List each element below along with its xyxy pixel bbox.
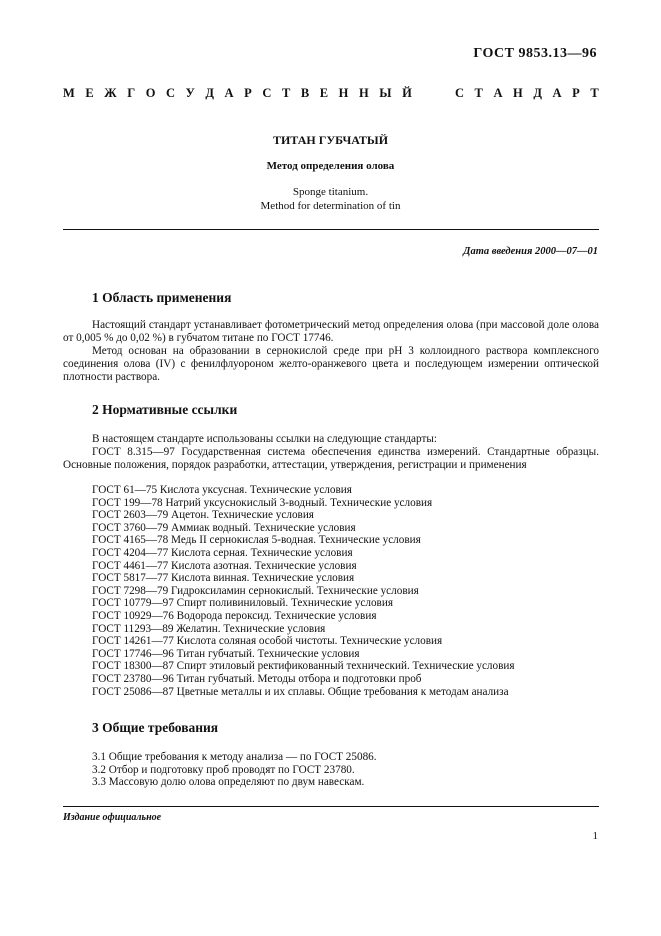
- banner-letter: Е: [319, 86, 329, 100]
- reference-first: ГОСТ 8.315—97 Государственная система обеспечения единства измерений. Стандартные образцы. Основные положения, порядок разработки, аттестации, утверждения, регистрации и применения: [63, 446, 599, 471]
- banner-letter: А: [493, 86, 503, 100]
- banner-letter: Т: [590, 86, 599, 100]
- footer-divider: [63, 806, 599, 807]
- reference-item: ГОСТ 199—78 Натрий уксуснокислый 3-водный. Технические условия: [92, 496, 433, 509]
- banner-letter: Н: [358, 86, 369, 100]
- page-number: 1: [592, 830, 598, 842]
- reference-item: ГОСТ 5817—77 Кислота винная. Технические условия: [92, 572, 355, 585]
- document-title: ТИТАН ГУБЧАТЫЙ: [272, 133, 389, 147]
- requirements-list: [92, 751, 377, 789]
- section-3-heading: 3 Общие требования: [92, 720, 219, 735]
- standard-banner: [63, 86, 599, 101]
- reference-item: ГОСТ 18300—87 Спирт этиловый ректификованный технический. Технические условия: [92, 660, 515, 673]
- reference-item: ГОСТ 25086—87 Цветные металлы и их сплавы. Общие требования к методам анализа: [92, 685, 509, 698]
- banner-letter: Р: [244, 86, 252, 100]
- banner-letter: С: [166, 86, 176, 100]
- banner-letter: Ы: [379, 86, 392, 100]
- reference-item: ГОСТ 4204—77 Кислота серная. Технические условия: [92, 546, 353, 559]
- reference-item: ГОСТ 7298—79 Гидроксиламин сернокислый. Технические условия: [92, 584, 419, 597]
- banner-letter: С: [454, 86, 464, 100]
- banner-letter: Й: [402, 86, 412, 100]
- banner-letter: С: [262, 86, 272, 100]
- banner-letter: А: [224, 86, 234, 100]
- banner-letter: Д: [533, 86, 542, 100]
- banner-letter: Р: [572, 86, 580, 100]
- requirement-item: 3.3 Массовую долю олова определяют по двум навескам.: [92, 776, 365, 789]
- reference-item: ГОСТ 17746—96 Титан губчатый. Технические условия: [92, 647, 360, 660]
- banner-letter: Т: [281, 86, 291, 100]
- requirement-item: 3.2 Отбор и подготовку проб проводят по ГОСТ 23780.: [92, 763, 355, 776]
- english-title-line2: Method for determination of tin: [260, 200, 401, 212]
- banner-letter: Г: [127, 86, 136, 100]
- reference-item: ГОСТ 4461—77 Кислота азотная. Технические условия: [92, 559, 357, 572]
- banner-letter: А: [552, 86, 562, 100]
- header-divider: [63, 229, 599, 230]
- reference-item: ГОСТ 10779—97 Спирт поливиниловый. Технические условия: [92, 597, 393, 610]
- reference-item: ГОСТ 23780—96 Титан губчатый. Методы отбора и подготовки проб: [92, 672, 422, 685]
- reference-item: ГОСТ 2603—79 Ацетон. Технические условия: [92, 509, 314, 522]
- reference-item: ГОСТ 14261—77 Кислота соляная особой чистоты. Технические условия: [92, 635, 443, 648]
- banner-letter: О: [145, 86, 156, 100]
- reference-item: ГОСТ 61—75 Кислота уксусная. Технические условия: [92, 484, 352, 496]
- banner-letter: Н: [513, 86, 523, 100]
- banner-letter: Е: [85, 86, 94, 100]
- banner-letter: Д: [205, 86, 214, 100]
- reference-list: [92, 484, 515, 698]
- banner-letter: В: [300, 86, 310, 100]
- reference-item: ГОСТ 4165—78 Медь II сернокислая 5-водная. Технические условия: [92, 534, 421, 547]
- banner-letter: У: [185, 86, 195, 100]
- reference-item: ГОСТ 10929—76 Водорода пероксид. Технические условия: [92, 609, 377, 622]
- banner-letter: Т: [474, 86, 483, 100]
- section-2-intro: В настоящем стандарте использованы ссылки на следующие стандарты:: [92, 433, 437, 445]
- section-1-heading: 1 Область применения: [92, 290, 232, 305]
- section-2-heading: 2 Нормативные ссылки: [92, 402, 238, 417]
- introduction-date: Дата введения 2000—07—01: [463, 246, 598, 257]
- edition-note: Издание официальное: [63, 812, 162, 823]
- document-code: ГОСТ 9853.13—96: [473, 46, 597, 61]
- section-1-paragraph-2: Метод основан на образовании в сернокислой среде при pH 3 коллоидного раствора комплексного соединения олова (IV) с фенилфлуороном желто-оранжевого цвета и последующем измерении оптической плотности раствора.: [63, 345, 599, 383]
- english-title-line1: Sponge titanium.: [292, 186, 369, 198]
- section-1-paragraph-1: Настоящий стандарт устанавливает фотометрический метод определения олова (при массовой доле олова от 0,005 % до 0,02 %) в губчатом титане по ГОСТ 17746.: [63, 319, 599, 344]
- banner-letter: М: [63, 86, 75, 100]
- banner-letter: Н: [338, 86, 349, 100]
- banner-letter: Ж: [104, 86, 117, 100]
- method-subtitle: Метод определения олова: [266, 160, 395, 172]
- banner-gap: [422, 86, 444, 101]
- reference-item: ГОСТ 11293—89 Желатин. Технические условия: [92, 622, 326, 635]
- requirement-item: 3.1 Общие требования к методу анализа — по ГОСТ 25086.: [92, 751, 377, 763]
- reference-item: ГОСТ 3760—79 Аммиак водный. Технические условия: [92, 521, 356, 534]
